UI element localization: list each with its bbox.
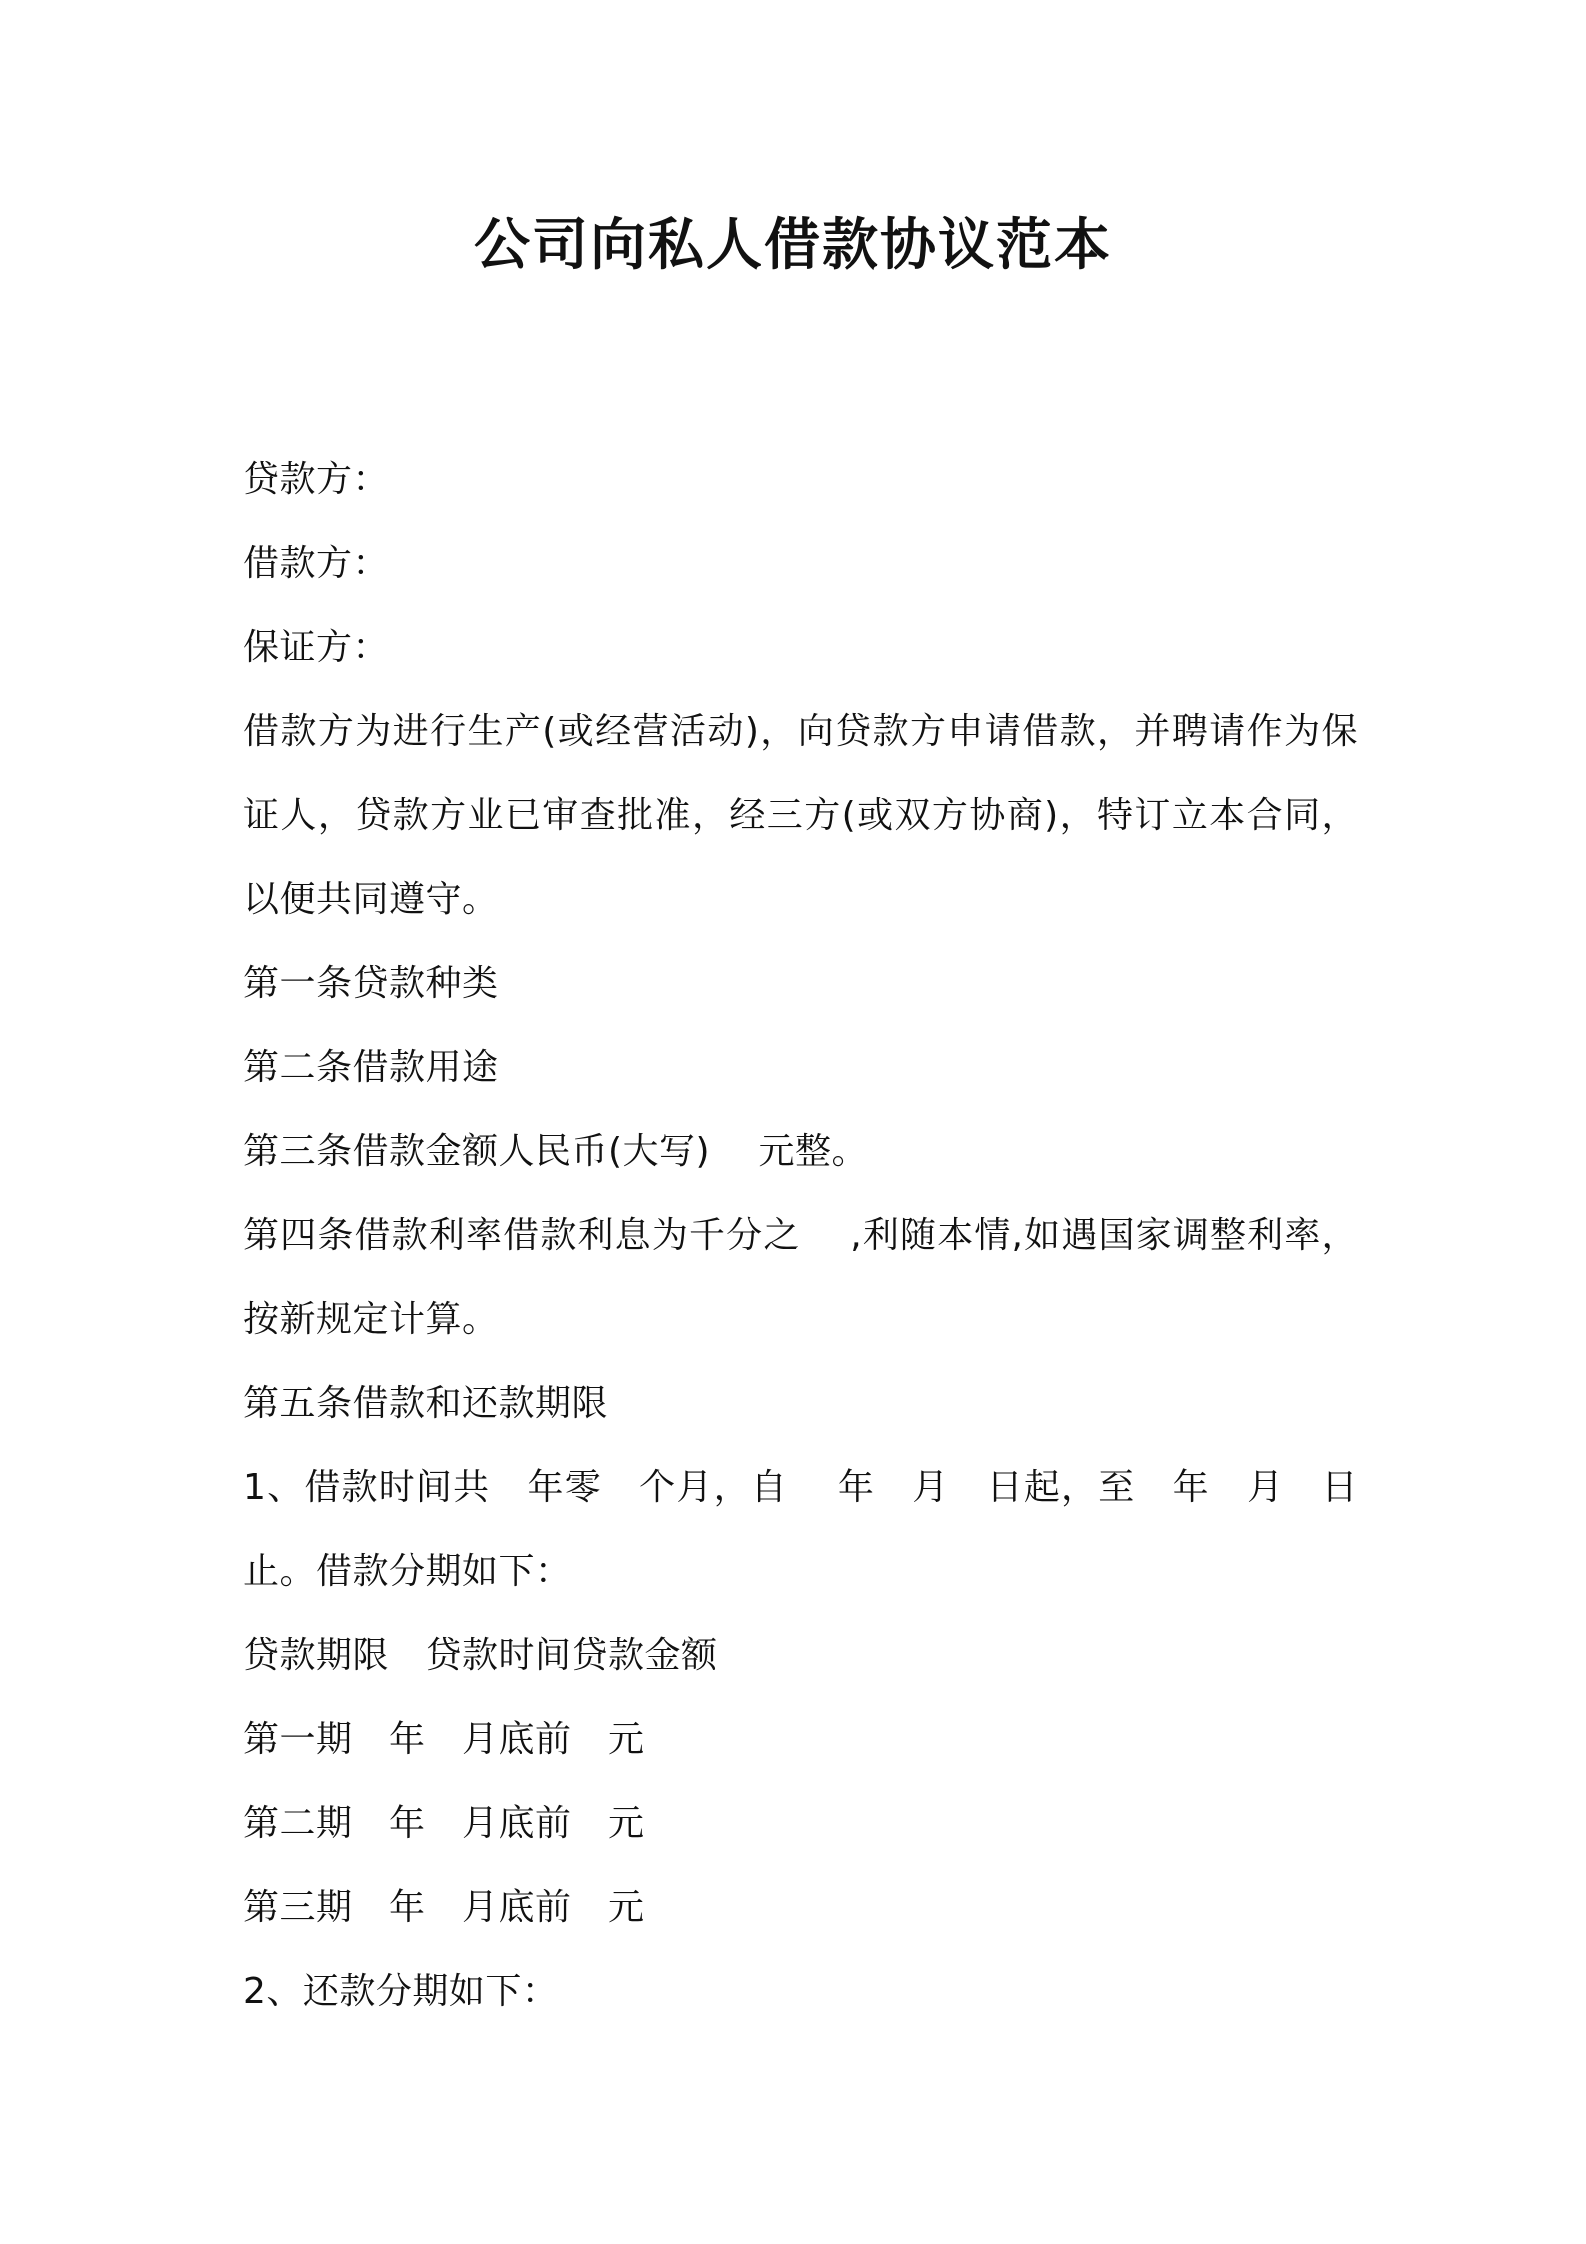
guarantor-line: 保证方： — [243, 627, 390, 668]
document-title: 公司向私人借款协议范本 — [474, 213, 1112, 278]
schedule-row-2: 第二期 年 月底前 元 — [243, 1803, 645, 1844]
lender-line: 贷款方： — [243, 459, 390, 500]
loan-period-clause: 1、借款时间共 年零 个月，自 年 月 日起，至 年 月 日止。借款分期如下： — [243, 1467, 1358, 1592]
preamble-paragraph: 借款方为进行生产(或经营活动)，向贷款方申请借款，并聘请作为保证人，贷款方业已审查批准，经三方(或双方协商)，特订立本合同，以便共同遵守。 — [243, 711, 1358, 920]
document-body — [243, 438, 1358, 2034]
article-2-heading: 第二条借款用途 — [243, 1047, 499, 1088]
schedule-row-3: 第三期 年 月底前 元 — [243, 1887, 645, 1928]
borrower-line: 借款方： — [243, 543, 390, 584]
article-5-heading: 第五条借款和还款期限 — [243, 1383, 609, 1424]
article-4-interest: 第四条借款利率借款利息为千分之 ,利随本情,如遇国家调整利率，按新规定计算。 — [243, 1215, 1358, 1340]
schedule-header: 贷款期限 贷款时间贷款金额 — [243, 1635, 718, 1676]
schedule-row-1: 第一期 年 月底前 元 — [243, 1719, 645, 1760]
repayment-clause: 2、还款分期如下： — [243, 1971, 559, 2012]
article-3-amount: 第三条借款金额人民币(大写) 元整。 — [243, 1131, 869, 1172]
article-1-heading: 第一条贷款种类 — [243, 963, 499, 1004]
